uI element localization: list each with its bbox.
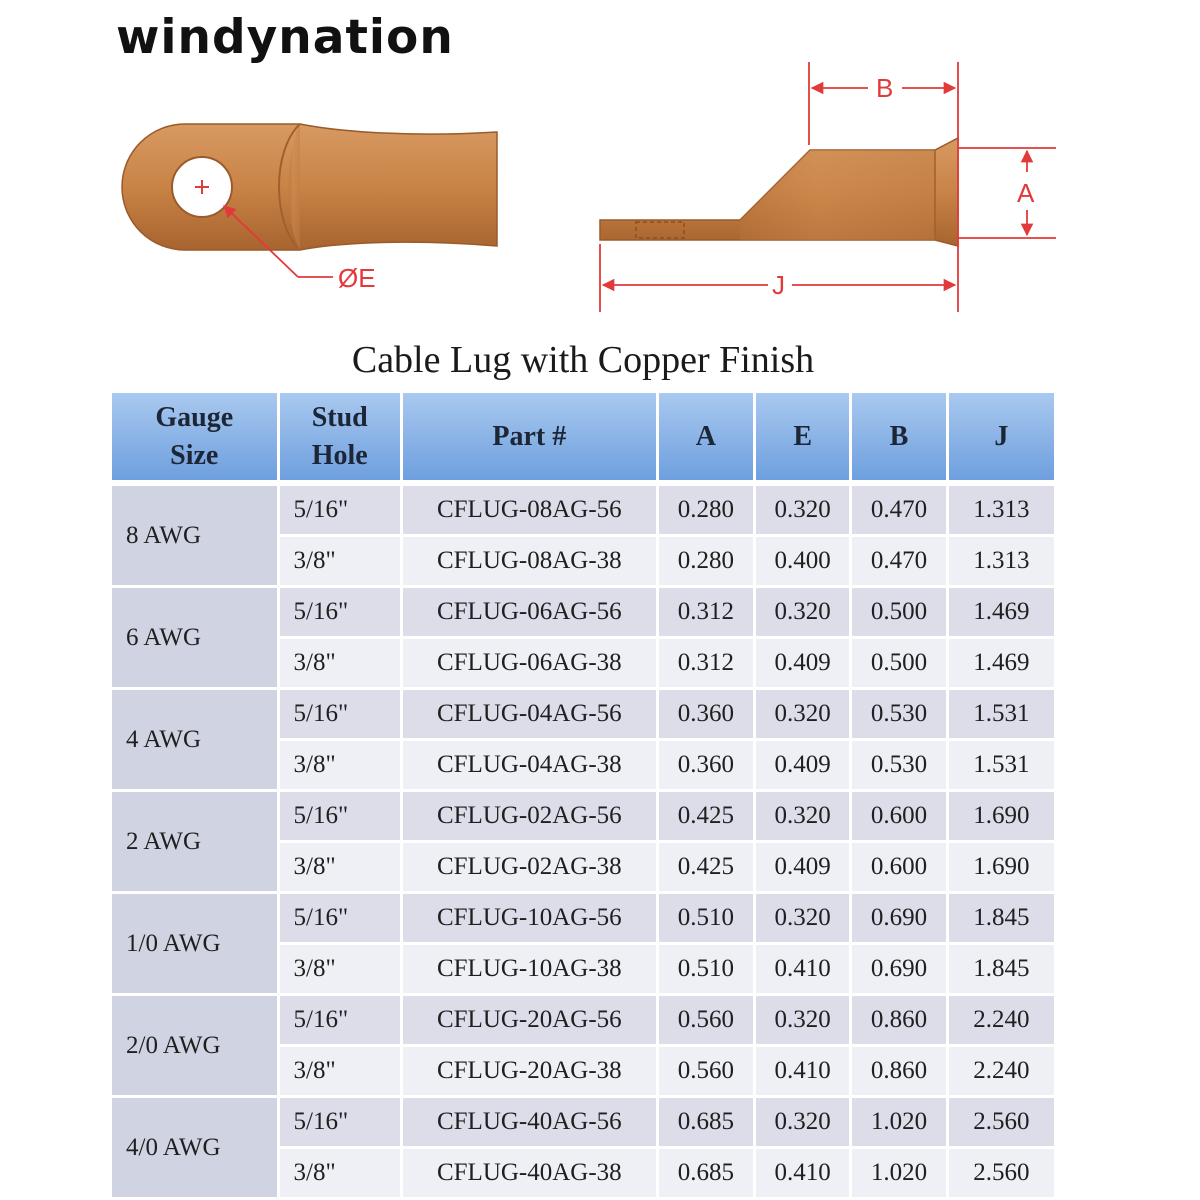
cell-stud: 5/16": [280, 486, 400, 537]
cell-a: 0.312: [659, 588, 753, 639]
cell-stud: 3/8": [280, 1047, 400, 1098]
cell-b: 0.690: [852, 945, 945, 996]
gauge-size-cell: 2 AWG: [112, 792, 277, 894]
cell-a: 0.280: [659, 537, 753, 588]
table-row: [112, 996, 1054, 1047]
cell-b: 0.530: [852, 741, 945, 792]
cell-part: CFLUG-08AG-56: [403, 486, 656, 537]
cell-j: 2.560: [949, 1098, 1054, 1149]
cell-a: 0.510: [659, 945, 753, 996]
cell-e: 0.320: [756, 486, 849, 537]
dimension-a-label: A: [1017, 178, 1035, 208]
cable-lug-diagram: [0, 60, 1200, 330]
cell-a: 0.360: [659, 690, 753, 741]
lug-side-view: [600, 138, 958, 246]
table-row: [112, 486, 1054, 537]
cell-e: 0.410: [756, 1047, 849, 1098]
table-header-row: [112, 393, 1054, 480]
cell-a: 0.360: [659, 741, 753, 792]
cell-j: 1.313: [949, 537, 1054, 588]
cell-part: CFLUG-40AG-38: [403, 1149, 656, 1200]
table-row: [112, 792, 1054, 843]
cell-stud: 5/16": [280, 792, 400, 843]
dimension-j-label: J: [772, 270, 785, 300]
cell-stud: 5/16": [280, 894, 400, 945]
cell-e: 0.409: [756, 639, 849, 690]
table-title: Cable Lug with Copper Finish: [351, 339, 815, 381]
cell-part: CFLUG-08AG-38: [403, 537, 656, 588]
cell-e: 0.409: [756, 741, 849, 792]
cell-b: 0.530: [852, 690, 945, 741]
cell-part: CFLUG-40AG-56: [403, 1098, 656, 1149]
cell-part: CFLUG-04AG-56: [403, 690, 656, 741]
cell-j: 2.240: [949, 996, 1054, 1047]
cell-b: 0.600: [852, 792, 945, 843]
cell-j: 1.690: [949, 843, 1054, 894]
cell-b: 0.690: [852, 894, 945, 945]
spec-table: [109, 393, 1057, 1200]
lug-top-view: [122, 124, 497, 277]
cell-b: 0.600: [852, 843, 945, 894]
cell-e: 0.320: [756, 588, 849, 639]
cell-j: 1.531: [949, 690, 1054, 741]
cell-b: 0.860: [852, 996, 945, 1047]
cell-j: 1.469: [949, 639, 1054, 690]
header-a: A: [659, 393, 753, 480]
cell-j: 1.845: [949, 894, 1054, 945]
cell-j: 2.240: [949, 1047, 1054, 1098]
cell-j: 1.531: [949, 741, 1054, 792]
header-e: E: [756, 393, 849, 480]
cell-e: 0.410: [756, 945, 849, 996]
cell-e: 0.410: [756, 1149, 849, 1200]
cell-part: CFLUG-02AG-56: [403, 792, 656, 843]
brand-logo: windynation: [116, 10, 454, 65]
table-row: [112, 1098, 1054, 1149]
table-row: [112, 588, 1054, 639]
dimension-b-label: B: [876, 73, 894, 103]
header-j: J: [949, 393, 1054, 480]
cell-stud: 3/8": [280, 843, 400, 894]
cell-b: 1.020: [852, 1098, 945, 1149]
cell-e: 0.320: [756, 894, 849, 945]
gauge-size-cell: 4/0 AWG: [112, 1098, 277, 1200]
cell-part: CFLUG-20AG-56: [403, 996, 656, 1047]
cell-j: 1.690: [949, 792, 1054, 843]
cell-b: 0.500: [852, 588, 945, 639]
cell-part: CFLUG-04AG-38: [403, 741, 656, 792]
gauge-size-cell: 2/0 AWG: [112, 996, 277, 1098]
header-gauge-size: Gauge Size: [112, 393, 277, 480]
cell-stud: 3/8": [280, 639, 400, 690]
cell-e: 0.320: [756, 792, 849, 843]
cell-stud: 5/16": [280, 588, 400, 639]
table-row: [112, 894, 1054, 945]
cell-b: 0.470: [852, 486, 945, 537]
cell-j: 2.560: [949, 1149, 1054, 1200]
cell-e: 0.409: [756, 843, 849, 894]
header-stud-hole: Stud Hole: [280, 393, 400, 480]
cell-part: CFLUG-06AG-56: [403, 588, 656, 639]
cell-part: CFLUG-02AG-38: [403, 843, 656, 894]
cell-j: 1.845: [949, 945, 1054, 996]
cell-a: 0.560: [659, 996, 753, 1047]
cell-a: 0.510: [659, 894, 753, 945]
cell-j: 1.469: [949, 588, 1054, 639]
gauge-size-cell: 4 AWG: [112, 690, 277, 792]
cell-e: 0.320: [756, 1098, 849, 1149]
cell-a: 0.425: [659, 792, 753, 843]
cell-stud: 3/8": [280, 945, 400, 996]
header-b: B: [852, 393, 945, 480]
cell-stud: 5/16": [280, 690, 400, 741]
table-body: [112, 486, 1054, 1200]
cell-stud: 5/16": [280, 996, 400, 1047]
cell-b: 1.020: [852, 1149, 945, 1200]
cell-part: CFLUG-10AG-38: [403, 945, 656, 996]
cell-a: 0.685: [659, 1098, 753, 1149]
header-part-number: Part #: [403, 393, 656, 480]
cell-b: 0.860: [852, 1047, 945, 1098]
cell-a: 0.685: [659, 1149, 753, 1200]
cell-b: 0.500: [852, 639, 945, 690]
gauge-size-cell: 1/0 AWG: [112, 894, 277, 996]
cell-part: CFLUG-06AG-38: [403, 639, 656, 690]
gauge-size-cell: 6 AWG: [112, 588, 277, 690]
cell-a: 0.280: [659, 486, 753, 537]
cell-a: 0.425: [659, 843, 753, 894]
cell-b: 0.470: [852, 537, 945, 588]
cell-a: 0.312: [659, 639, 753, 690]
cell-a: 0.560: [659, 1047, 753, 1098]
gauge-size-cell: 8 AWG: [112, 486, 277, 588]
cell-j: 1.313: [949, 486, 1054, 537]
cell-e: 0.400: [756, 537, 849, 588]
cell-stud: 3/8": [280, 741, 400, 792]
cell-stud: 3/8": [280, 1149, 400, 1200]
cell-stud: 3/8": [280, 537, 400, 588]
hole-diameter-label: ØE: [338, 263, 376, 293]
table-row: [112, 690, 1054, 741]
cell-part: CFLUG-10AG-56: [403, 894, 656, 945]
cell-stud: 5/16": [280, 1098, 400, 1149]
cell-part: CFLUG-20AG-38: [403, 1047, 656, 1098]
cell-e: 0.320: [756, 690, 849, 741]
cell-e: 0.320: [756, 996, 849, 1047]
